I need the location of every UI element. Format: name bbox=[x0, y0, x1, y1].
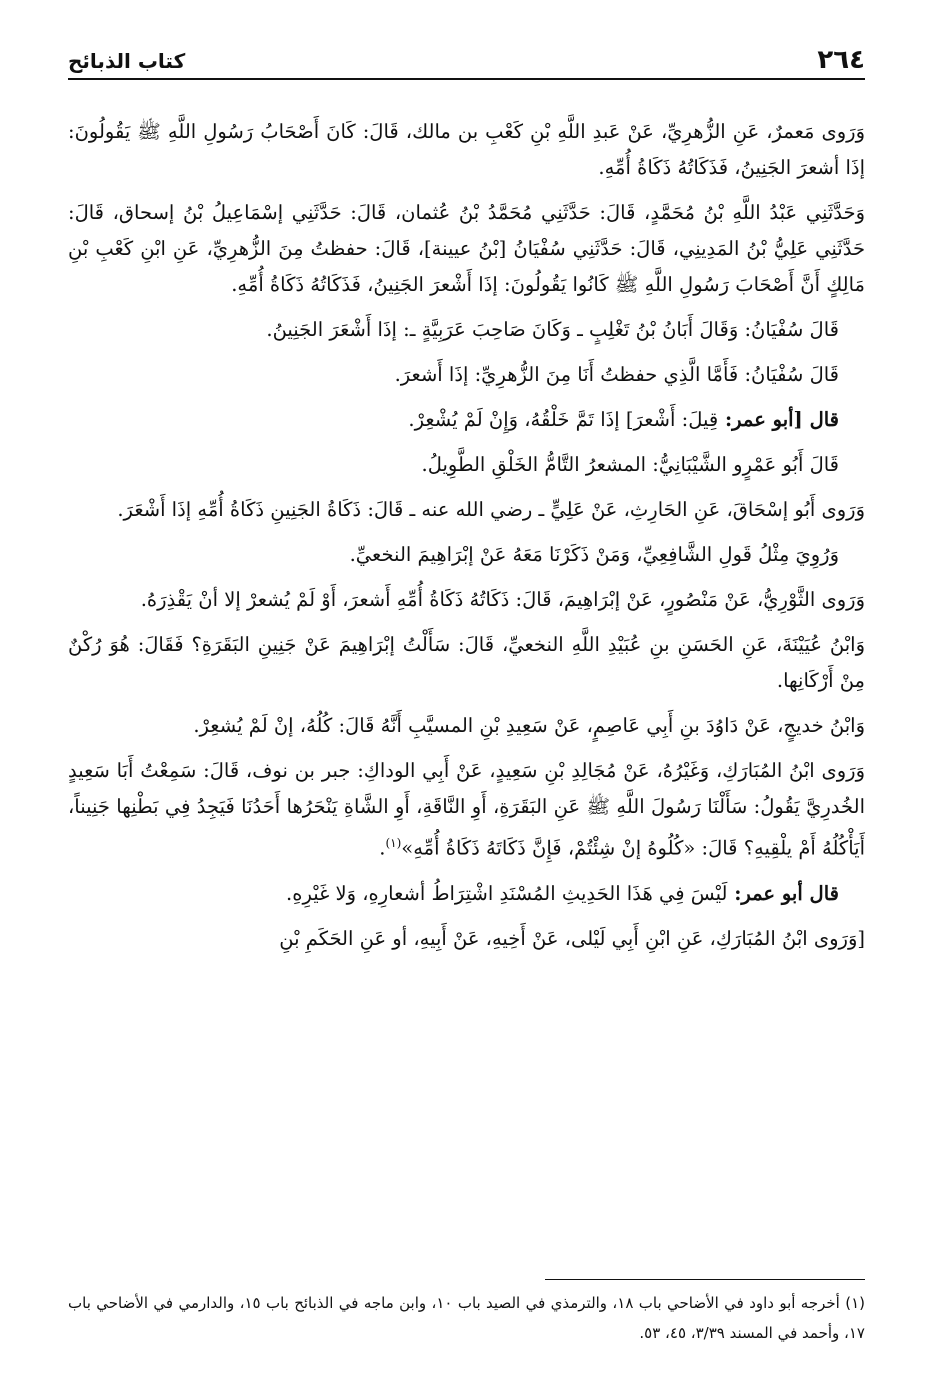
paragraph bbox=[68, 402, 865, 438]
footnote: (١) أخرجه أبو داود في الأضاحي باب ١٨، والترمذي في الصيد باب ١٠، وابن ماجه في الذبائح باب ١٥، والدارمي في الأضاحي باب ١٧، وأحمد في المسند ٣/٣٩، ٤٥، ٥٣. bbox=[68, 1294, 865, 1342]
paragraph-text: [وَرَوى ابْنُ المُبَارَكِ، عَنِ ابْنِ أَبِي لَيْلى، عَنْ أَخِيهِ، عَنْ أَبِيهِ، أو عَنِ الحَكَمِ بْنِ bbox=[279, 926, 865, 950]
paragraph bbox=[68, 195, 865, 303]
footnotes bbox=[68, 1288, 865, 1348]
paragraph bbox=[68, 447, 865, 483]
paragraph-text: وَرُوِيَ مِثْلُ قَولِ الشَّافِعِيِّ، وَمَنْ ذَكَرْنَا مَعَهُ عَنْ إبْرَاهِيمَ النخعيِّ. bbox=[349, 543, 839, 566]
paragraph-text: . bbox=[379, 836, 386, 860]
speaker-label: قال [أبو عمر: bbox=[718, 408, 839, 431]
footnote-marker: (١) bbox=[385, 836, 402, 850]
body-text bbox=[68, 114, 865, 957]
paragraph-text: وَابْنُ خديجٍ، عَنْ دَاوُدَ بنِ أَبِي عَاصِمٍ، عَنْ سَعِيدِ بْنِ المسيَّبِ أَنَّهُ قَالَ: كُلُهُ، إنْ لَمْ يُشعِرْ. bbox=[193, 714, 865, 737]
paragraph bbox=[68, 708, 865, 744]
footnote-divider bbox=[545, 1279, 865, 1280]
paragraph-text: وَرَوى ابْنُ المُبَارَكِ، وَغَيْرُهُ، عَنْ مُجَالِدِ بْنِ سَعِيدٍ، عَنْ أَبِي الوداكِ: جبر بن نوف، قَالَ: سَمِعْتُ أَبَا سَعِيدٍ الخُدرِيَّ يَقُولُ: سَأَلْنَا رَسُولَ اللَّهِ ﷺ عَنِ البَقَرَةِ، أَوِ النَّاقَةِ، أَوِ الشَّاةِ يَنْحَرُها أَحَدُنَا فَيَجِدُ فِي بَطْنِها جَنِيناً، أَيَأْكُلُهُ أَمْ يلْقِيهِ؟ قَالَ: «كُلُوهُ إنْ شِئْتُمْ، فَإِنَّ ذَكَاتَهُ ذَكَاةُ أُمِّهِ» bbox=[68, 759, 865, 860]
paragraph bbox=[68, 312, 865, 348]
paragraph-text: قَالَ أَبُو عَمْرٍو الشَّيْبَانِيُّ: المشعرُ التَّامُّ الخَلْقِ الطَّوِيلُ. bbox=[421, 453, 839, 476]
paragraph bbox=[68, 921, 865, 957]
paragraph-text: قَالَ سُفْيَانُ: فَأَمَّا الَّذِي حفظتُ أَنَا مِنَ الزُّهرِيِّ: إذَا أَشعرَ. bbox=[394, 363, 839, 386]
page-header bbox=[68, 38, 865, 80]
paragraph bbox=[68, 582, 865, 618]
paragraph-text: قَالَ سُفْيَانُ: وَقَالَ أَبَانُ بْنُ تَغْلِبٍ ـ وَكَانَ صَاحِبَ عَرَبِيَّةٍ ـ: إذَا أَشْعَرَ الجَنِينُ. bbox=[266, 318, 839, 341]
paragraph-text: وَرَوى مَعمرٌ، عَنِ الزُّهرِيِّ، عَنْ عَبدِ اللَّهِ بْنِ كَعْبِ بن مالك، قَالَ: كَانَ أَصْحَابُ رَسُولِ اللَّهِ ﷺ يَقُولُونَ: إذَا أشعرَ الجَنِينُ، فَذَكَاتُهُ ذَكَاةُ أُمِّهِ. bbox=[68, 120, 865, 179]
paragraph bbox=[68, 114, 865, 186]
paragraph bbox=[68, 537, 865, 573]
paragraph bbox=[68, 492, 865, 528]
speaker-label: قال أبو عمر: bbox=[727, 881, 839, 905]
paragraph-text: وَابْنُ عُيَيْنَةَ، عَنِ الحَسَنِ بنِ عُبَيْدِ اللَّهِ النخعيِّ، قَالَ: سَأَلْتُ إبْرَاهِيمَ عَنْ جَنِينِ البَقَرَةِ؟ فَقَالَ: هُوَ رُكْنٌ مِنْ أَرْكَانِها. bbox=[68, 633, 865, 692]
paragraph-text: وَرَوى أَبُو إسْحَاقَ، عَنِ الحَارِثِ، عَنْ عَلِيٍّ ـ رضي الله عنه ـ قَالَ: ذَكَاةُ الجَنِينِ ذَكَاةُ أُمِّهِ إذَا أَشْعَرَ. bbox=[117, 498, 865, 521]
chapter-title: كتاب الذبائح bbox=[68, 49, 186, 73]
paragraph bbox=[68, 627, 865, 699]
paragraph-text: وَحَدَّثَنِي عَبْدُ اللَّهِ بْنُ مُحَمَّدٍ، قَالَ: حَدَّثَنِي مُحَمَّدُ بْنُ عُثمان، قَالَ: حَدَّثَنِي إسْمَاعِيلُ بْنُ إسحاق، قَالَ: حَدَّثَنِي عَلِيُّ بْنُ المَدِينِي، قَالَ: حَدَّثَنِي سُفْيَانُ [بْنُ عيينة]، قَالَ: حفظتُ مِنَ الزُّهرِيِّ، عَنِ ابْنِ كَعْبِ بْنِ مَالِكٍ أَنَّ أَصْحَابَ رَسُولِ اللَّهِ ﷺ كَانُوا يَقُولُونَ: إذَا أَشْعرَ الجَنِينُ، فَذَكَاتُهُ ذَكَاةُ أُمِّهِ. bbox=[68, 201, 865, 296]
paragraph-text: لَيْسَ فِي هَذَا الحَدِيثِ المُسْنَدِ اشْتِرَاطُ أشعارِهِ، وَلا غَيْرِهِ. bbox=[286, 881, 728, 905]
paragraph bbox=[68, 753, 865, 867]
paragraph-text: وَرَوى الثَّوْرِيُّ، عَنْ مَنْصُورٍ، عَنْ إبْرَاهِيمَ، قَالَ: ذَكَاتُهُ ذَكَاةُ أُمِّهِ أَشعرَ، أَوْ لَمْ يُشعرْ إلا أنْ يَقْذِرَهُ. bbox=[140, 588, 865, 611]
paragraph-text: قِيلَ: أَشْعرَ] إذَا تَمَّ خَلْقُهُ، وَإِنْ لَمْ يُشْعِرْ. bbox=[408, 408, 719, 431]
paragraph bbox=[68, 357, 865, 393]
page-number: ٢٦٤ bbox=[817, 45, 865, 75]
paragraph bbox=[68, 876, 865, 912]
